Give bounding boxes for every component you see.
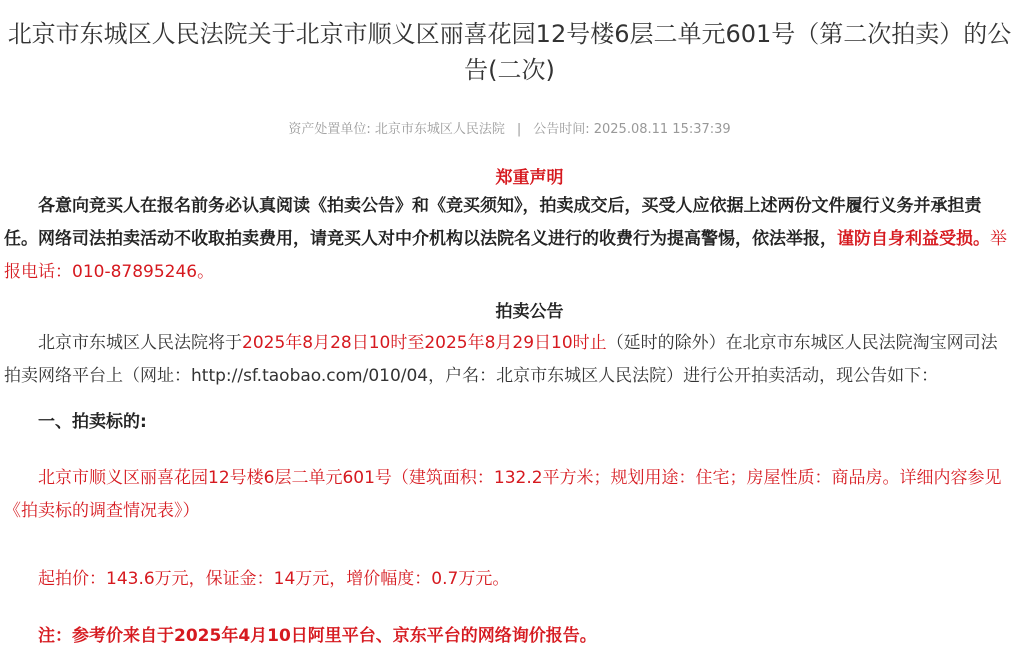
price-info: 起拍价：143.6万元，保证金：14万元，增价幅度：0.7万元。 (38, 569, 510, 589)
page-title (0, 16, 1019, 88)
announcement-meta (0, 118, 1019, 137)
title-line-2: 告(二次) (464, 56, 555, 84)
statement-paragraph (4, 190, 1012, 289)
announcement-time: 公告时间: 2025.08.11 15:37:39 (533, 122, 731, 137)
statement-warning-text: 谨防自身利益受损。 (837, 229, 990, 249)
disposal-unit: 资产处置单位: 北京市东城区人民法院 (288, 122, 505, 137)
statement-heading: 郑重声明 (495, 168, 564, 188)
auction-target-text: 北京市顺义区丽喜花园12号楼6层二单元601号（建筑面积：132.2平方米；规划用途：住宅；房屋性质：商品房。详细内容参见《拍卖标的调查情况表》） (4, 468, 1002, 521)
auction-time: 2025年8月28日10时至2025年8月29日10时止 (242, 333, 607, 353)
title-line-1: 北京市东城区人民法院关于北京市顺义区丽喜花园12号楼6层二单元601号（第二次拍卖）的公 (7, 20, 1012, 48)
auction-announcement-heading: 拍卖公告 (495, 302, 564, 322)
statement-bold-text: 各意向竞买人在报名前务必认真阅读《拍卖公告》和《竞买须知》，拍卖成交后，买受人应依据上述两份文件履行义务并承担责任。网络司法拍卖活动不收取拍卖费用，请竞买人对中介机构以法院名义进行的收费行为提高警惕，依法举报， (4, 196, 982, 249)
reference-price-note: 注：参考价来自于2025年4月10日阿里平台、京东平台的网络询价报告。 (38, 626, 597, 646)
announcement-intro (4, 327, 1012, 393)
intro-suffix: （延时的除外）在北京市东城区人民法院淘宝网司法拍卖网络平台上（网址：http://sf.taobao.com/010/04，户名：北京市东城区人民法院）进行公开拍卖活动，现公告如下： (4, 333, 998, 386)
report-phone: 举报电话：010-87895246。 (4, 229, 1007, 282)
meta-separator: | (516, 122, 522, 137)
section-auction-target-heading: 一、拍卖标的: (38, 412, 147, 432)
intro-prefix: 北京市东城区人民法院将于 (38, 333, 242, 353)
